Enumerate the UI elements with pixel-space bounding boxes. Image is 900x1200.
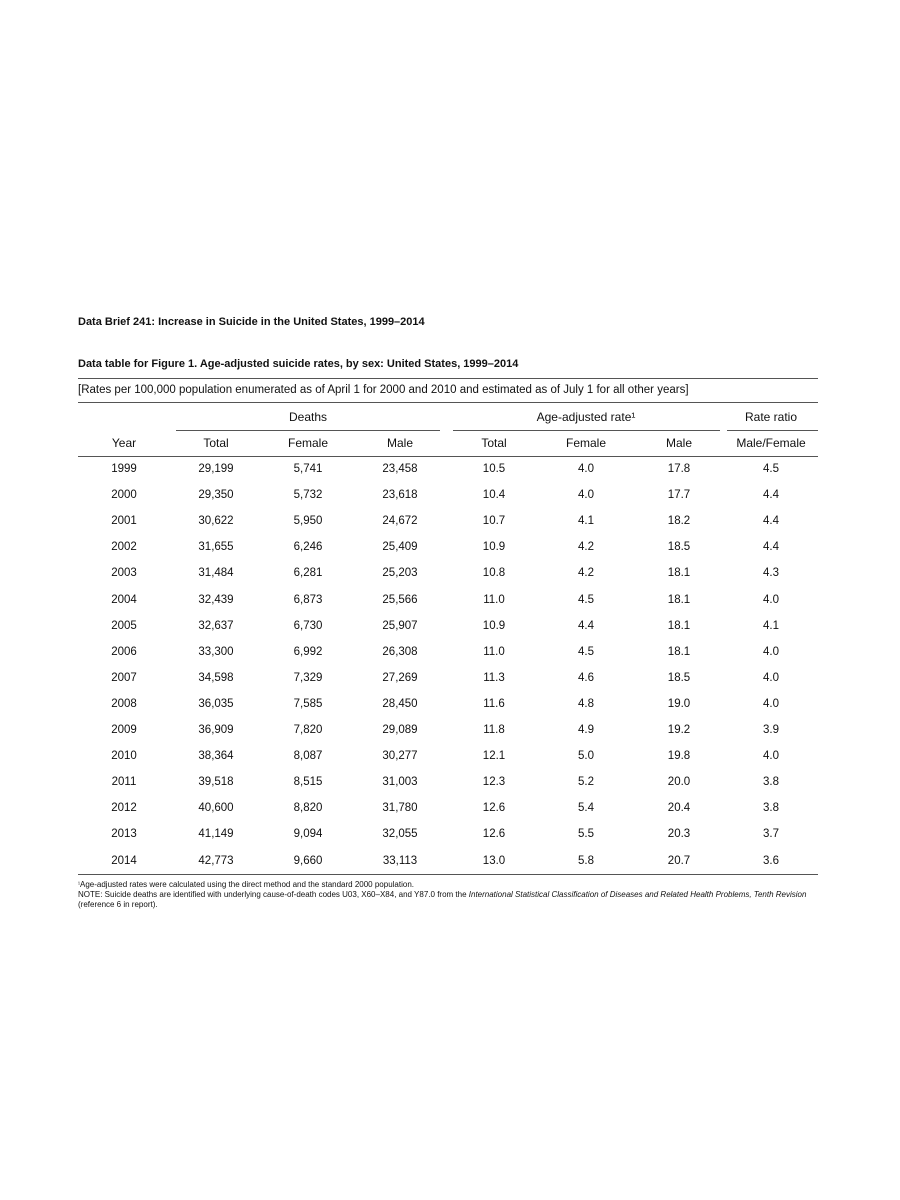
column-header-rate-total: Total bbox=[481, 436, 507, 450]
cell-deaths-total: 32,637 bbox=[198, 620, 234, 632]
cell-deaths-female: 6,281 bbox=[293, 567, 323, 579]
cell-deaths-total: 41,149 bbox=[198, 828, 234, 840]
cell-deaths-female: 6,992 bbox=[293, 646, 323, 658]
cell-year: 2010 bbox=[111, 750, 137, 762]
cell-deaths-male: 25,907 bbox=[382, 620, 418, 632]
footnotes bbox=[78, 880, 808, 910]
cell-rate-male: 18.1 bbox=[667, 646, 691, 658]
cell-deaths-total: 31,484 bbox=[198, 567, 234, 579]
cell-rate-female: 5.2 bbox=[578, 776, 594, 788]
cell-rate-male: 17.7 bbox=[667, 489, 691, 501]
cell-rate-male: 19.0 bbox=[667, 698, 691, 710]
cell-rate-female: 5.8 bbox=[578, 855, 594, 867]
cell-rate-female: 4.1 bbox=[578, 515, 594, 527]
cell-rate-female: 4.0 bbox=[578, 489, 594, 501]
cell-rate-male: 20.3 bbox=[667, 828, 691, 840]
cell-deaths-female: 9,094 bbox=[293, 828, 323, 840]
cell-deaths-female: 9,660 bbox=[293, 855, 323, 867]
group-header-rate: Age-adjusted rate¹ bbox=[536, 410, 636, 424]
cell-rate-total: 10.7 bbox=[482, 515, 506, 527]
cell-deaths-total: 36,035 bbox=[198, 698, 234, 710]
cell-rate-ratio: 4.0 bbox=[763, 646, 779, 658]
footnote-text: Age-adjusted rates were calculated using the direct method and the standard 2000 population. bbox=[80, 880, 414, 889]
cell-rate-ratio: 3.6 bbox=[763, 855, 779, 867]
cell-rate-total: 10.9 bbox=[482, 541, 506, 553]
cell-rate-female: 5.0 bbox=[578, 750, 594, 762]
cell-rate-ratio: 4.0 bbox=[763, 672, 779, 684]
cell-rate-total: 11.0 bbox=[483, 646, 505, 658]
ratio-group-rule bbox=[727, 430, 818, 431]
cell-year: 2013 bbox=[111, 828, 137, 840]
cell-rate-total: 10.4 bbox=[482, 489, 506, 501]
cell-deaths-female: 7,329 bbox=[293, 672, 323, 684]
cell-deaths-female: 5,732 bbox=[293, 489, 323, 501]
cell-rate-male: 18.1 bbox=[667, 594, 691, 606]
cell-year: 2008 bbox=[111, 698, 137, 710]
cell-rate-male: 18.5 bbox=[667, 541, 691, 553]
note-suffix: (reference 6 in report). bbox=[78, 900, 158, 909]
column-header-year: Year bbox=[111, 436, 137, 450]
cell-rate-ratio: 4.1 bbox=[763, 620, 779, 632]
cell-rate-female: 4.2 bbox=[578, 541, 594, 553]
cell-rate-ratio: 4.0 bbox=[763, 698, 779, 710]
group-header-deaths: Deaths bbox=[288, 410, 328, 424]
cell-year: 2001 bbox=[111, 515, 137, 527]
cell-year: 2004 bbox=[111, 594, 137, 606]
cell-deaths-female: 6,730 bbox=[293, 620, 323, 632]
cell-rate-total: 11.8 bbox=[483, 724, 505, 736]
note-prefix: NOTE: Suicide deaths are identified with underlying cause-of-death codes U03, X60–X84, and Y87.0 from the bbox=[78, 890, 469, 899]
cell-rate-male: 19.8 bbox=[667, 750, 691, 762]
cell-rate-ratio: 3.8 bbox=[763, 776, 779, 788]
cell-year: 2007 bbox=[111, 672, 137, 684]
cell-rate-ratio: 3.9 bbox=[763, 724, 779, 736]
cell-rate-total: 12.6 bbox=[482, 828, 506, 840]
rate-group-rule bbox=[453, 430, 720, 431]
cell-rate-ratio: 4.4 bbox=[763, 515, 779, 527]
cell-rate-female: 4.9 bbox=[578, 724, 594, 736]
cell-deaths-total: 30,622 bbox=[198, 515, 234, 527]
cell-deaths-male: 23,458 bbox=[382, 463, 418, 475]
cell-deaths-male: 27,269 bbox=[382, 672, 418, 684]
cell-rate-male: 18.1 bbox=[667, 567, 691, 579]
cell-rate-total: 10.8 bbox=[482, 567, 506, 579]
cell-rate-female: 4.2 bbox=[578, 567, 594, 579]
cell-rate-total: 12.6 bbox=[482, 802, 506, 814]
cell-deaths-male: 25,566 bbox=[382, 594, 418, 606]
cell-rate-ratio: 4.5 bbox=[763, 463, 779, 475]
footnote-age-adjusted bbox=[78, 880, 808, 890]
cell-rate-male: 18.5 bbox=[667, 672, 691, 684]
column-header-deaths-female: Female bbox=[287, 436, 329, 450]
cell-deaths-total: 38,364 bbox=[198, 750, 234, 762]
cell-year: 2006 bbox=[111, 646, 137, 658]
cell-deaths-male: 31,780 bbox=[382, 802, 418, 814]
cell-rate-ratio: 4.3 bbox=[763, 567, 779, 579]
cell-deaths-total: 29,199 bbox=[198, 463, 234, 475]
cell-deaths-male: 28,450 bbox=[382, 698, 418, 710]
cell-rate-ratio: 4.4 bbox=[763, 489, 779, 501]
cell-deaths-male: 25,409 bbox=[382, 541, 418, 553]
cell-rate-male: 20.0 bbox=[667, 776, 691, 788]
cell-deaths-male: 24,672 bbox=[382, 515, 418, 527]
table-subtitle: [Rates per 100,000 population enumerated as of April 1 for 2000 and 2010 and estimated as of July 1 for all other years] bbox=[78, 384, 689, 396]
cell-deaths-female: 8,515 bbox=[293, 776, 323, 788]
cell-rate-total: 11.6 bbox=[483, 698, 505, 710]
footnote-marker: ¹ bbox=[78, 882, 80, 888]
cell-rate-total: 10.9 bbox=[482, 620, 506, 632]
cell-rate-male: 17.8 bbox=[667, 463, 691, 475]
cell-deaths-total: 39,518 bbox=[198, 776, 234, 788]
cell-rate-male: 18.1 bbox=[667, 620, 691, 632]
cell-rate-total: 13.0 bbox=[482, 855, 506, 867]
cell-deaths-female: 7,585 bbox=[293, 698, 323, 710]
column-header-deaths-male: Male bbox=[386, 436, 414, 450]
cell-year: 2011 bbox=[111, 776, 137, 788]
cell-rate-ratio: 4.4 bbox=[763, 541, 779, 553]
cell-rate-female: 4.5 bbox=[578, 646, 594, 658]
cell-deaths-male: 25,203 bbox=[382, 567, 418, 579]
cell-deaths-female: 8,087 bbox=[293, 750, 323, 762]
cell-year: 1999 bbox=[111, 463, 137, 475]
cell-rate-ratio: 4.0 bbox=[763, 594, 779, 606]
column-header-deaths-total: Total bbox=[203, 436, 229, 450]
cell-rate-male: 20.7 bbox=[667, 855, 691, 867]
cell-deaths-total: 42,773 bbox=[198, 855, 234, 867]
cell-rate-total: 12.1 bbox=[482, 750, 506, 762]
cell-deaths-female: 5,950 bbox=[293, 515, 323, 527]
cell-rate-total: 10.5 bbox=[482, 463, 506, 475]
note-reference-title: International Statistical Classification of Diseases and Related Health Problems, Tenth Revision bbox=[468, 890, 807, 899]
cell-year: 2003 bbox=[111, 567, 137, 579]
cell-year: 2005 bbox=[111, 620, 137, 632]
cell-year: 2009 bbox=[111, 724, 137, 736]
cell-deaths-total: 36,909 bbox=[198, 724, 234, 736]
cell-rate-total: 11.0 bbox=[483, 594, 505, 606]
cell-rate-total: 12.3 bbox=[482, 776, 506, 788]
cell-deaths-male: 30,277 bbox=[382, 750, 418, 762]
cell-year: 2002 bbox=[111, 541, 137, 553]
cell-rate-ratio: 4.0 bbox=[763, 750, 779, 762]
footnote-note bbox=[78, 890, 808, 910]
cell-rate-female: 4.6 bbox=[578, 672, 594, 684]
cell-rate-total: 11.3 bbox=[483, 672, 505, 684]
cell-rate-ratio: 3.8 bbox=[763, 802, 779, 814]
group-header-ratio: Rate ratio bbox=[744, 410, 798, 424]
cell-rate-female: 4.5 bbox=[578, 594, 594, 606]
cell-deaths-male: 33,113 bbox=[382, 855, 418, 867]
cell-deaths-total: 33,300 bbox=[198, 646, 234, 658]
table-top-rule bbox=[78, 378, 818, 379]
cell-deaths-male: 31,003 bbox=[382, 776, 418, 788]
cell-deaths-total: 31,655 bbox=[198, 541, 234, 553]
cell-deaths-female: 7,820 bbox=[293, 724, 323, 736]
cell-rate-ratio: 3.7 bbox=[763, 828, 779, 840]
cell-deaths-female: 8,820 bbox=[293, 802, 323, 814]
cell-rate-male: 20.4 bbox=[667, 802, 691, 814]
cell-deaths-total: 34,598 bbox=[198, 672, 234, 684]
cell-year: 2014 bbox=[111, 855, 137, 867]
cell-deaths-total: 40,600 bbox=[198, 802, 234, 814]
cell-deaths-female: 5,741 bbox=[293, 463, 323, 475]
brief-title: Data Brief 241: Increase in Suicide in the United States, 1999–2014 bbox=[78, 316, 425, 328]
cell-deaths-total: 29,350 bbox=[198, 489, 234, 501]
cell-rate-male: 19.2 bbox=[667, 724, 691, 736]
cell-rate-male: 18.2 bbox=[667, 515, 691, 527]
header-bottom-rule bbox=[78, 456, 818, 457]
cell-rate-female: 5.5 bbox=[578, 828, 594, 840]
column-header-ratio: Male/Female bbox=[736, 436, 806, 450]
cell-deaths-female: 6,246 bbox=[293, 541, 323, 553]
cell-deaths-male: 26,308 bbox=[382, 646, 418, 658]
cell-deaths-female: 6,873 bbox=[293, 594, 323, 606]
cell-rate-female: 4.8 bbox=[578, 698, 594, 710]
cell-year: 2000 bbox=[111, 489, 137, 501]
cell-deaths-male: 32,055 bbox=[382, 828, 418, 840]
column-header-rate-male: Male bbox=[665, 436, 693, 450]
cell-deaths-total: 32,439 bbox=[198, 594, 234, 606]
cell-deaths-male: 23,618 bbox=[382, 489, 418, 501]
cell-deaths-male: 29,089 bbox=[382, 724, 418, 736]
table-bottom-rule bbox=[78, 874, 818, 875]
cell-rate-female: 4.0 bbox=[578, 463, 594, 475]
subtitle-rule bbox=[78, 402, 818, 403]
deaths-group-rule bbox=[176, 430, 440, 431]
column-header-rate-female: Female bbox=[565, 436, 607, 450]
cell-rate-female: 4.4 bbox=[578, 620, 594, 632]
table-title: Data table for Figure 1. Age-adjusted suicide rates, by sex: United States, 1999–2014 bbox=[78, 358, 519, 370]
cell-year: 2012 bbox=[111, 802, 137, 814]
cell-rate-female: 5.4 bbox=[578, 802, 594, 814]
